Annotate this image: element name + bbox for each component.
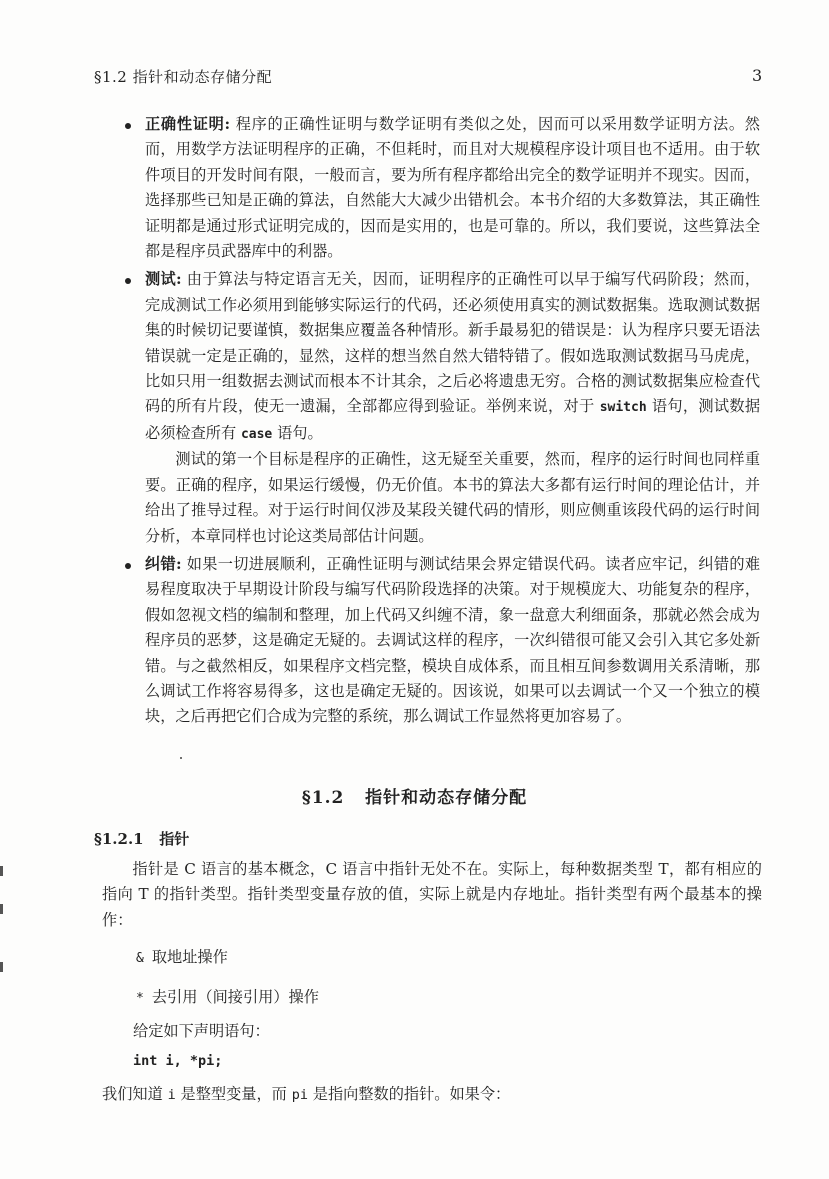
var-i: i (167, 1087, 176, 1103)
code-declaration: int i, *pi; (133, 1053, 223, 1069)
bullet-correctness-proof (145, 112, 760, 264)
intro-paragraph: 指针是 C 语言的基本概念，C 语言中指针无处不在。实际上，每种数据类型 T，都有相应的指向 T 的指针类型。指针类型变量存放的值，实际上就是内存地址。指针类型有两个最基本的操作： (102, 860, 762, 929)
given-declaration-text: 给定如下声明语句： (133, 1022, 270, 1040)
bullet-dot-icon (125, 123, 131, 129)
closing-text-a: 我们知道 (102, 1085, 168, 1103)
bullet-debugging (145, 552, 760, 730)
ampersand-symbol: & (136, 951, 144, 966)
bullet-label: 纠错: (145, 554, 182, 573)
bullet-testing (145, 267, 760, 548)
scan-edge-mark (0, 962, 3, 972)
operation-dereference (136, 986, 319, 1007)
stray-dot (180, 757, 182, 759)
var-pi: pi (291, 1087, 308, 1103)
bullet-list (145, 112, 760, 733)
bullet-paragraph (145, 552, 760, 730)
bullet-label: 正确性证明: (145, 115, 231, 133)
bullet-paragraph (145, 267, 760, 447)
bullet-body: 如果一切进展顺利，正确性证明与测试结果会界定错误代码。读者应牢记，纠错的难易程度取决于早期设计阶段与编写代码阶段选择的决策。对于规模庞大、功能复杂的程序，假如忽视文档的编制和整理，加上代码又纠缠不清，象一盘意大利细面条，那就必然会成为程序员的恶梦，这是确定无疑的。去调试这样的程序，一次纠错很可能又会引入其它多处新错。与之截然相反，如果程序文档完整，模块自成体系，而且相互间参数调用关系清晰，那么调试工作将容易得多，这也是确定无疑的。因该说，如果可以去调试一个又一个独立的模块，之后再把它们合成为完整的系统，那么调试工作显然将更加容易了。 (145, 554, 761, 726)
section-number: §1.2 (301, 788, 345, 808)
subsection-number: §1.2.1 (94, 830, 144, 848)
bullet-label: 测试: (145, 270, 182, 289)
bullet-body-cont: 语句，测试数据必须检查所有 (145, 397, 761, 442)
subsection-heading (94, 828, 189, 849)
operation-address-of (136, 946, 228, 967)
running-header-title: §1.2 指针和动态存储分配 (94, 68, 273, 86)
operation-label: 去引用（间接引用）操作 (151, 988, 319, 1006)
closing-sentence (102, 1083, 510, 1104)
closing-text-b: 是整型变量，而 (175, 1085, 292, 1103)
closing-text-c: 是指向整数的指针。如果令： (307, 1085, 511, 1103)
subsection-title: 指针 (159, 830, 190, 848)
section-title: 指针和动态存储分配 (365, 788, 528, 808)
keyword-case: case (240, 426, 273, 442)
bullet-body-end: 语句。 (272, 423, 323, 442)
bullet-body: 程序的正确性证明与数学证明有类似之处，因而可以采用数学证明方法。然而，用数学方法证明程序的正确，不但耗时，而且对大规模程序设计项目也不适用。由于软件项目的开发时间有限，一般而言，要为所有程序都给出完全的数学证明并不现实。因而，选择那些已知是正确的算法，自然能大大减少出错机会。本书介绍的大多数算法，其正确性证明都是通过形式证明完成的，因而是实用的，也是可靠的。所以，我们要说，这些算法全都是程序员武器库中的利器。 (145, 115, 760, 261)
keyword-switch: switch (599, 400, 647, 416)
bullet-paragraph (145, 112, 760, 264)
section-heading (0, 783, 829, 808)
operation-label: 取地址操作 (151, 948, 228, 966)
page-number: 3 (752, 66, 763, 85)
bullet-body: 由于算法与特定语言无关，因而，证明程序的正确性可以早于编写代码阶段；然而，完成测试工作必须用到能够实际运行的代码，还必须使用真实的测试数据集。选取测试数据集的时候切记要谨慎，数据集应覆盖各种情形。新手最易犯的错误是：认为程序只要无语法错误就一定是正确的，显然，这样的想当然自然大错特错了。假如选取测试数据马马虎虎，比如只用一组数据去测试而根本不计其余，之后必将遗患无穷。合格的测试数据集应检查代码的所有片段，使无一遗漏，全部都应得到验证。举例来说，对于 (145, 270, 761, 416)
asterisk-symbol: * (136, 991, 144, 1006)
scan-edge-mark (0, 866, 3, 876)
bullet-second-paragraph: 测试的第一个目标是程序的正确性，这无疑至关重要，然而，程序的运行时间也同样重要。正确的程序，如果运行缓慢，仍无价值。本书的算法大多都有运行时间的理论估计，并给出了推导过程。对于运行时间仅涉及某段关键代码的情形，则应侧重该段代码的运行时间分析，本章同样也讨论这类局部估计问题。 (145, 450, 760, 545)
scan-edge-mark (0, 904, 3, 914)
bullet-dot-icon (125, 278, 131, 284)
bullet-dot-icon (125, 563, 131, 569)
